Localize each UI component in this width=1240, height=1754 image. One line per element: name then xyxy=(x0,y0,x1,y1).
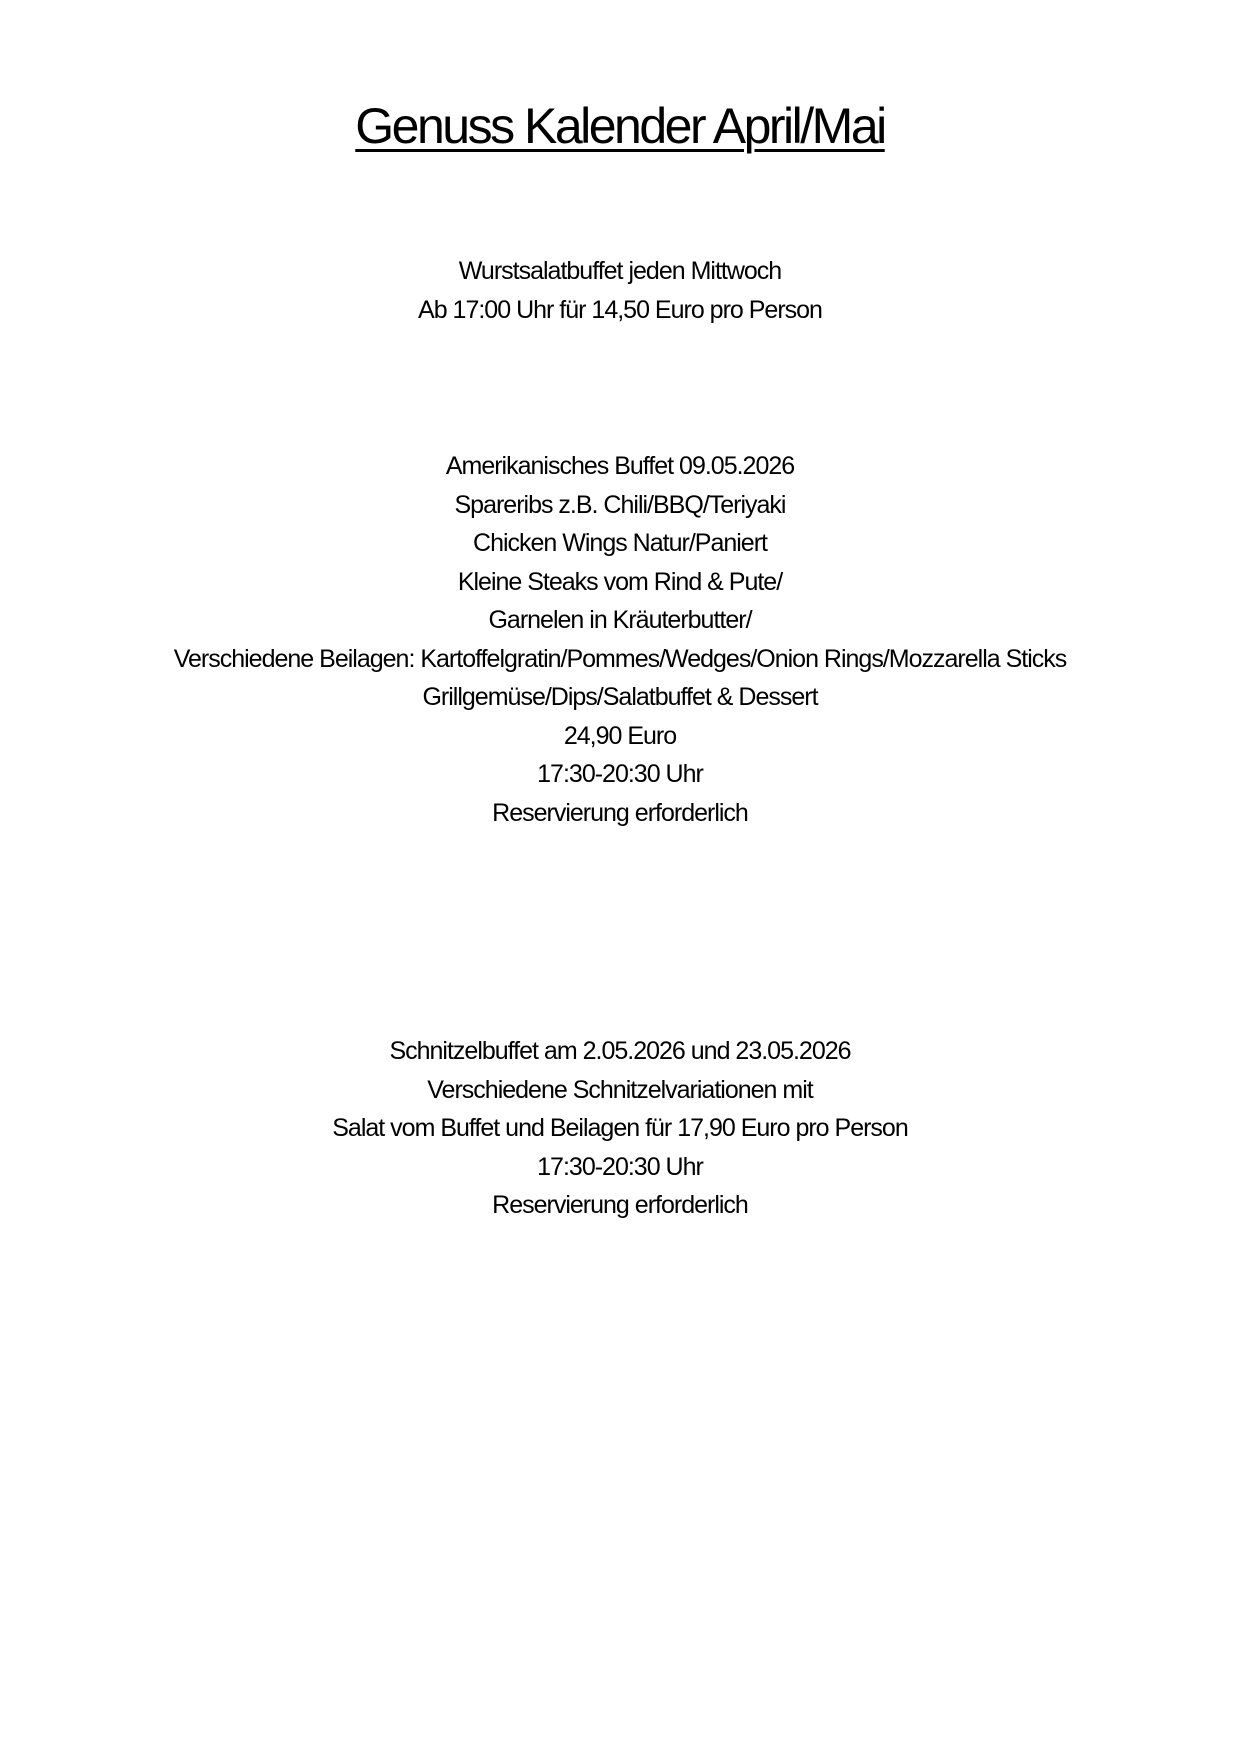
section-wurstsalatbuffet xyxy=(0,252,1240,329)
section-line: Chicken Wings Natur/Paniert xyxy=(473,529,767,557)
section-line: Garnelen in Kräuterbutter/ xyxy=(488,606,752,634)
section-heading: Schnitzelbuffet am 2.05.2026 und 23.05.2026 xyxy=(389,1037,851,1065)
section-line: Verschiedene Beilagen: Kartoffelgratin/Pommes/Wedges/Onion Rings/Mozzarella Sticks xyxy=(173,644,1067,673)
section-line: Kleine Steaks vom Rind & Pute/ xyxy=(457,567,783,596)
section-line: Spareribs z.B. Chili/BBQ/Teriyaki xyxy=(454,490,786,519)
section-line: Ab 17:00 Uhr für 14,50 Euro pro Person xyxy=(418,295,822,324)
section-heading: Wurstsalatbuffet jeden Mittwoch xyxy=(458,257,782,285)
section-time: 17:30-20:30 Uhr xyxy=(537,1152,703,1181)
section-price: 24,90 Euro xyxy=(563,721,677,750)
section-time: 17:30-20:30 Uhr xyxy=(537,760,703,788)
section-line: Verschiedene Schnitzelvariationen mit xyxy=(427,1075,813,1104)
section-heading: Amerikanisches Buffet 09.05.2026 xyxy=(445,452,795,480)
section-reservation-note: Reservierung erforderlich xyxy=(492,1191,748,1219)
page-title: Genuss Kalender April/Mai xyxy=(355,98,885,154)
section-schnitzelbuffet xyxy=(0,1032,1240,1225)
section-line: Salat vom Buffet und Beilagen für 17,90 Euro pro Person xyxy=(332,1114,908,1142)
section-reservation-note: Reservierung erforderlich xyxy=(492,798,748,827)
section-amerikanisches-buffet xyxy=(0,447,1240,832)
section-line: Grillgemüse/Dips/Salatbuffet & Dessert xyxy=(422,683,818,711)
